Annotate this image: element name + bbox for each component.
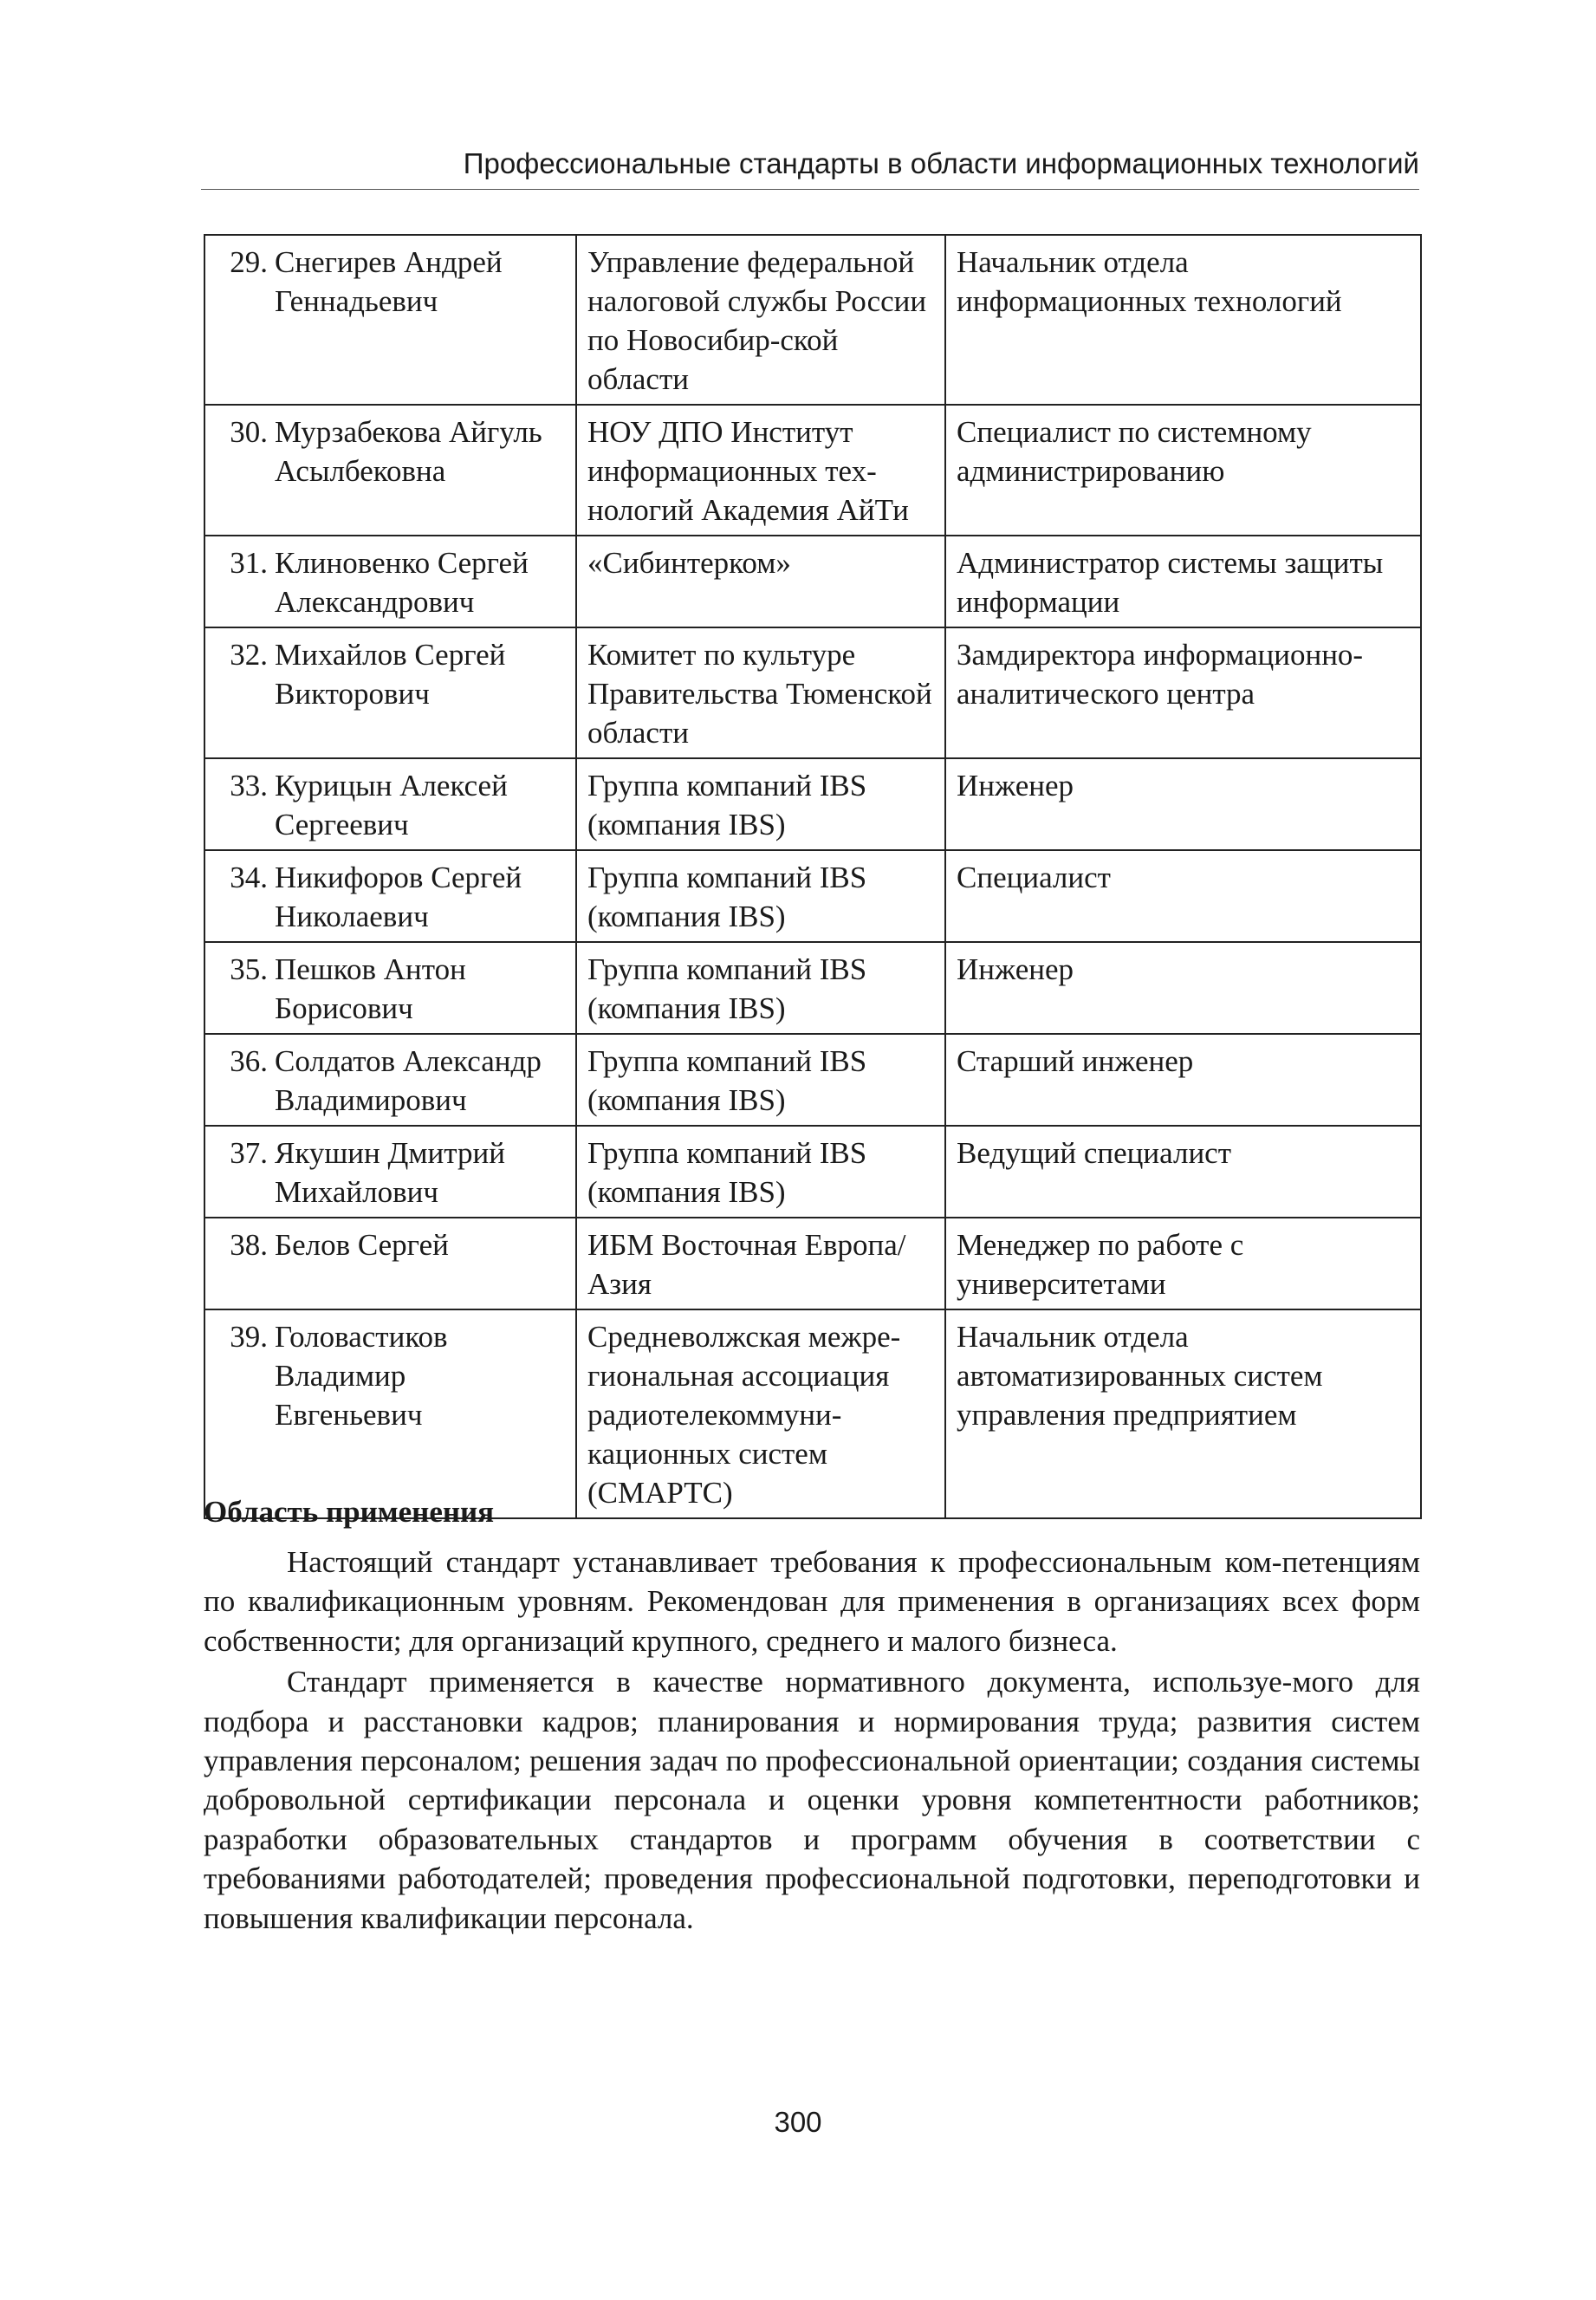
row-number: 34. [230, 861, 268, 894]
table-row [204, 536, 1421, 627]
table-row [204, 235, 1421, 405]
name-cell [204, 235, 576, 405]
row-number: 30. [230, 415, 268, 449]
organization-cell: Средневолжская межре-гиональная ассоциация радиотелекоммуни-кационных систем (СМАРТС) [576, 1309, 945, 1518]
person-name: Солдатов Александр Владимирович [275, 1044, 542, 1117]
table-row [204, 1218, 1421, 1309]
position-cell: Старший инженер [945, 1034, 1421, 1126]
row-number: 29. [230, 245, 268, 279]
person-name: Якушин Дмитрий Михайлович [275, 1136, 505, 1209]
organization-cell: Группа компаний IBS (компания IBS) [576, 942, 945, 1034]
person-name: Снегирев Андрей Геннадьевич [275, 245, 503, 318]
organization-cell: Комитет по культуре Правительства Тюменской области [576, 627, 945, 758]
name-cell [204, 1218, 576, 1309]
person-name: Пешков Антон Борисович [275, 952, 466, 1025]
row-number: 31. [230, 546, 268, 580]
person-name: Белов Сергей [275, 1228, 449, 1262]
row-number: 32. [230, 638, 268, 672]
organization-cell: НОУ ДПО Институт информационных тех-нологий Академия АйТи [576, 405, 945, 536]
table-row [204, 1034, 1421, 1126]
paragraph: Стандарт применяется в качестве нормативного документа, используе-мого для подбора и расстановки кадров; планирования и нормирования труда; развития систем управления персоналом; решения задач по профессиональной ориентации; создания системы добровольной сертификации персонала и оценки уровня компетентности работников; разработки образовательных стандартов и программ обучения в соответствии с требованиями работодателей; проведения профессиональной подготовки, переподготовки и повышения квалификации персонала. [204, 1665, 1420, 1935]
name-cell [204, 627, 576, 758]
name-cell [204, 942, 576, 1034]
participants-table [204, 234, 1422, 1519]
table-row [204, 627, 1421, 758]
table-row [204, 1309, 1421, 1518]
section-body [204, 1543, 1420, 1939]
name-cell [204, 1309, 576, 1518]
position-cell: Замдиректора информационно-аналитического центра [945, 627, 1421, 758]
table-row [204, 1126, 1421, 1218]
row-number: 37. [230, 1136, 268, 1170]
person-name: Курицын Алексей Сергеевич [275, 769, 508, 841]
person-name: Головастиков Владимир Евгеньевич [275, 1320, 448, 1432]
person-name: Никифоров Сергей Николаевич [275, 861, 522, 933]
person-name: Михайлов Сергей Викторович [275, 638, 506, 711]
organization-cell: ИБМ Восточная Европа/Азия [576, 1218, 945, 1309]
name-cell [204, 405, 576, 536]
position-cell: Начальник отдела автоматизированных систем управления предприятием [945, 1309, 1421, 1518]
section-heading: Область применения [204, 1495, 495, 1529]
position-cell: Специалист по системному администрированию [945, 405, 1421, 536]
organization-cell: Группа компаний IBS (компания IBS) [576, 758, 945, 850]
page-number: 300 [774, 2106, 822, 2138]
row-number: 35. [230, 952, 268, 986]
position-cell: Начальник отдела информационных технологий [945, 235, 1421, 405]
name-cell [204, 1034, 576, 1126]
organization-cell: Группа компаний IBS (компания IBS) [576, 1034, 945, 1126]
table-row [204, 405, 1421, 536]
organization-cell: Группа компаний IBS (компания IBS) [576, 1126, 945, 1218]
row-number: 38. [230, 1228, 268, 1262]
name-cell [204, 758, 576, 850]
running-header: Профессиональные стандарты в области информационных технологий [201, 147, 1419, 190]
organization-cell: «Сибинтерком» [576, 536, 945, 627]
person-name: Мурзабекова Айгуль Асылбековна [275, 415, 542, 488]
position-cell: Специалист [945, 850, 1421, 942]
organization-cell: Управление федеральной налоговой службы России по Новосибир-ской области [576, 235, 945, 405]
position-cell: Ведущий специалист [945, 1126, 1421, 1218]
name-cell [204, 850, 576, 942]
paragraph: Настоящий стандарт устанавливает требования к профессиональным ком-петенциям по квалификационным уровням. Рекомендован для применения в организациях всех форм собственности; для организаций крупного, среднего и малого бизнеса. [204, 1545, 1420, 1658]
name-cell [204, 1126, 576, 1218]
position-cell: Инженер [945, 942, 1421, 1034]
position-cell: Менеджер по работе с университетами [945, 1218, 1421, 1309]
table-row [204, 942, 1421, 1034]
organization-cell: Группа компаний IBS (компания IBS) [576, 850, 945, 942]
name-cell [204, 536, 576, 627]
person-name: Клиновенко Сергей Александрович [275, 546, 529, 619]
row-number: 33. [230, 769, 268, 802]
row-number: 36. [230, 1044, 268, 1078]
position-cell: Администратор системы защиты информации [945, 536, 1421, 627]
table-row [204, 758, 1421, 850]
table-row [204, 850, 1421, 942]
position-cell: Инженер [945, 758, 1421, 850]
row-number: 39. [230, 1320, 268, 1354]
